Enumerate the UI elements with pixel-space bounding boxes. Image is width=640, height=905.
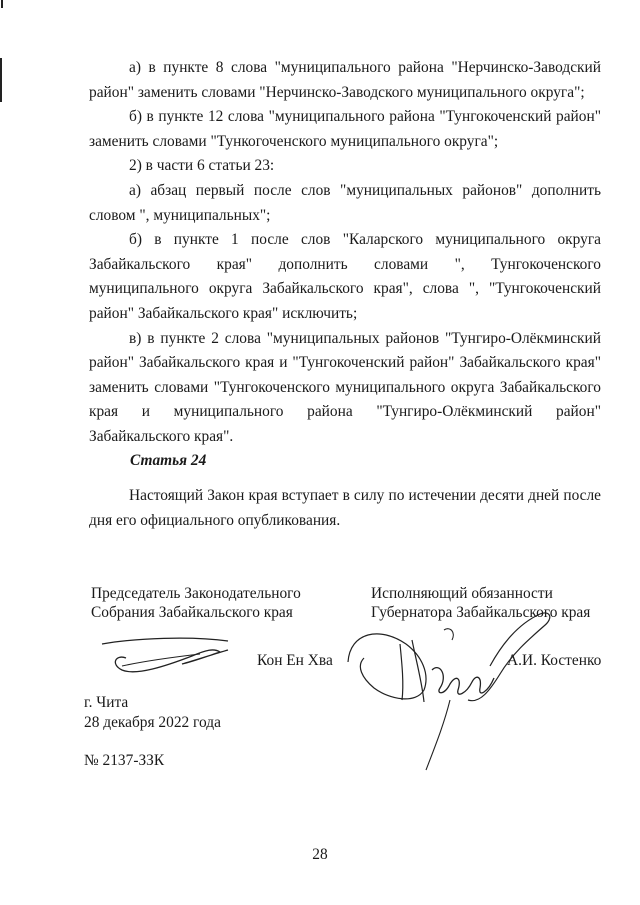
date: 28 декабря 2022 года: [84, 714, 221, 731]
page-number: 28: [312, 846, 328, 863]
paragraph-a-point8: а) в пункте 8 слова "муниципального района "Нерчинско-Заводский район" заменить словами "Нерчинско-Заводского муниципального округа";: [89, 59, 601, 101]
paragraph-part6-article23: 2) в части 6 статьи 23:: [129, 157, 275, 175]
left-signatory-title: [91, 584, 301, 622]
right-title-line1: Исполняющий обязанности: [371, 585, 553, 602]
right-title-line2: Губернатора Забайкальского края: [371, 604, 591, 621]
article-heading: Статья 24: [130, 452, 207, 469]
scan-mark-top: [1, 0, 3, 8]
paragraph-v-point2: в) в пункте 2 слова "муниципальных районов "Тунгиро-Олёкминский район" Забайкальского края и "Тунгокоченский район" Забайкальского края" заменить словами "Тунгокоченского муниципального округа Забайкальского края и муниципального района "Тунгиро-Олёкминский район" Забайкальского края".: [89, 329, 601, 445]
paragraph-a-abzac: а) абзац первый после слов "муниципальных районов" дополнить словом ", муниципальных";: [89, 181, 601, 224]
right-signature: [340, 604, 560, 774]
article-text: Настоящий Закон края вступает в силу по истечении десяти дней после дня его официального опубликования.: [89, 487, 601, 529]
law-number: № 2137-ЗЗК: [84, 752, 165, 769]
paragraph-b-point1: б) в пункте 1 после слов "Каларского муниципального округа Забайкальского края" дополнить словами ", Тунгокоченского муниципального округа Забайкальского края", слова ", "Тунгокоченский район" Забайкальского края" исключить;: [89, 231, 601, 322]
left-signature: [96, 632, 236, 682]
right-signatory-name: А.И. Костенко: [507, 652, 602, 669]
left-title-line2: Собрания Забайкальского края: [91, 604, 293, 621]
left-signatory-name: Кон Ен Хва: [257, 652, 333, 669]
scan-mark-edge: [0, 58, 2, 102]
left-title-line1: Председатель Законодательного: [91, 585, 301, 602]
city: г. Чита: [84, 694, 129, 711]
body-text: [89, 56, 601, 450]
paragraph-b-point12: б) в пункте 12 слова "муниципального района "Тунгокоченский район" заменить словами "Тункогоченского муниципального округа";: [89, 108, 601, 150]
